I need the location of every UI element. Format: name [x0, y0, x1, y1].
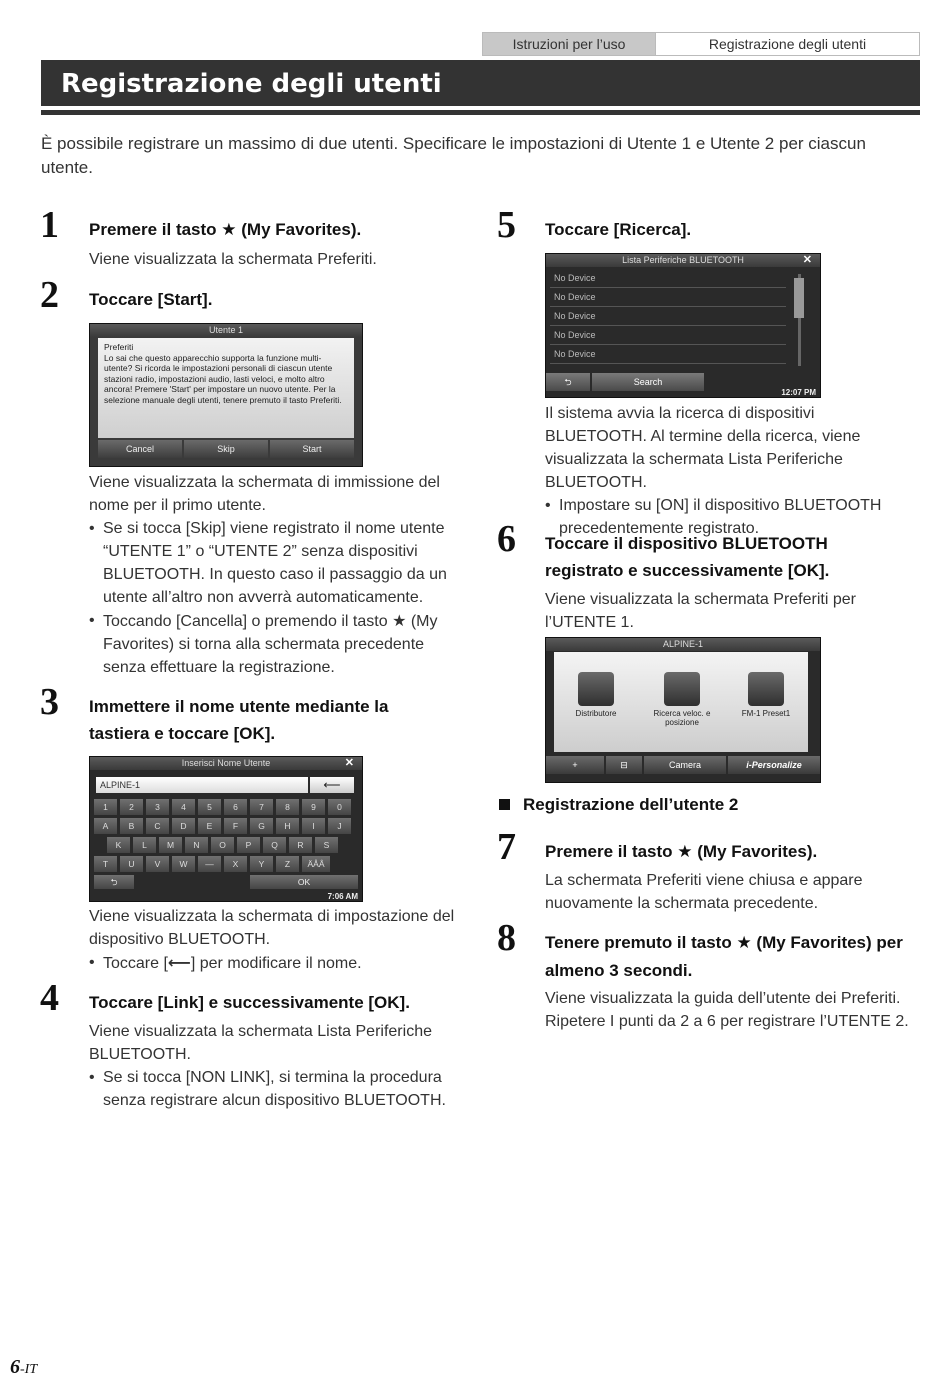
- keyboard-key[interactable]: X: [224, 856, 247, 872]
- brand-logo: i-Personalize: [728, 756, 820, 774]
- keyboard-key[interactable]: 1: [94, 799, 117, 815]
- keyboard-key[interactable]: ÄÅÂ: [302, 856, 330, 872]
- step-number: 5: [497, 204, 516, 246]
- step-title: Toccare il dispositivo BLUETOOTH registrato e successivamente [OK].: [545, 534, 830, 580]
- keyboard-key[interactable]: —: [198, 856, 221, 872]
- cancel-button[interactable]: Cancel: [98, 440, 182, 458]
- favorites-bottom-bar: [546, 756, 820, 774]
- keyboard-row: [107, 837, 338, 853]
- clock: 7:06 AM: [327, 892, 358, 901]
- step-number: 4: [40, 977, 59, 1019]
- keyboard-key[interactable]: 4: [172, 799, 195, 815]
- star-icon: ★: [736, 933, 752, 953]
- back-icon[interactable]: ⮌: [94, 875, 134, 889]
- page-title: Registrazione degli utenti: [61, 69, 442, 99]
- step-number: 6: [497, 518, 516, 560]
- step-text: La schermata Preferiti viene chiusa e appare nuovamente la schermata precedente.: [545, 872, 863, 912]
- keyboard-key[interactable]: L: [133, 837, 156, 853]
- keyboard-key[interactable]: E: [198, 818, 221, 834]
- keyboard-key[interactable]: Z: [276, 856, 299, 872]
- step-number: 2: [40, 274, 59, 316]
- back-icon[interactable]: ⮌: [546, 373, 590, 391]
- square-bullet-icon: [499, 799, 510, 810]
- keyboard-title: Inserisci Nome Utente ✕: [90, 757, 362, 770]
- keyboard-key[interactable]: N: [185, 837, 208, 853]
- step-title: Immettere il nome utente mediante la tastiera e toccare [OK].: [89, 697, 389, 743]
- keyboard-key[interactable]: W: [172, 856, 195, 872]
- step-number: 7: [497, 826, 516, 868]
- welcome-dialog-screen: [89, 323, 363, 467]
- keyboard-key[interactable]: M: [159, 837, 182, 853]
- keyboard-key[interactable]: 7: [250, 799, 273, 815]
- step-text: Viene visualizzata la guida dell’utente dei Preferiti. Ripetere I punti da 2 a 6 per registrare l’UTENTE 2.: [545, 990, 909, 1030]
- add-icon[interactable]: +: [546, 756, 604, 774]
- device-row[interactable]: No Device: [550, 326, 786, 345]
- bluetooth-list-screen: [545, 253, 821, 398]
- keyboard-key[interactable]: U: [120, 856, 143, 872]
- radio-preset-icon: [748, 672, 784, 706]
- keyboard-key[interactable]: I: [302, 818, 325, 834]
- keyboard-key[interactable]: C: [146, 818, 169, 834]
- keyboard-key[interactable]: F: [224, 818, 247, 834]
- navigation-search-icon: [664, 672, 700, 706]
- keyboard-key[interactable]: T: [94, 856, 117, 872]
- device-row[interactable]: No Device: [550, 288, 786, 307]
- step-title: Premere il tasto ★ (My Favorites).: [545, 842, 818, 862]
- tab-manual: Istruzioni per l’uso: [483, 33, 655, 55]
- keyboard-key[interactable]: R: [289, 837, 312, 853]
- keyboard-key[interactable]: 2: [120, 799, 143, 815]
- camera-button[interactable]: Camera: [644, 756, 726, 774]
- scrollbar[interactable]: [786, 270, 814, 370]
- keyboard-key[interactable]: B: [120, 818, 143, 834]
- section-heading: Registrazione dell’utente 2: [499, 793, 738, 817]
- step-text: Viene visualizzata la schermata Preferiti.: [89, 251, 377, 268]
- dialog-heading: Preferiti: [104, 342, 134, 352]
- device-row[interactable]: No Device: [550, 269, 786, 288]
- keyboard-bottom-bar: [94, 875, 358, 889]
- dialog-body: [98, 338, 354, 438]
- search-button[interactable]: Search: [592, 373, 704, 391]
- clock: 12:07 PM: [781, 388, 816, 397]
- step-text: Viene visualizzata la schermata di immissione del nome per il primo utente.: [89, 474, 440, 514]
- dialog-buttons: [98, 440, 354, 458]
- tab-section: Registrazione degli utenti: [655, 33, 919, 55]
- step-text: Il sistema avvia la ricerca di dispositivi BLUETOOTH. Al termine della ricerca, viene visualizzata la schermata Lista Periferiche BLUETOOTH.: [545, 405, 861, 491]
- step-title: Toccare [Ricerca].: [545, 220, 692, 239]
- keyboard-key[interactable]: H: [276, 818, 299, 834]
- step-details: [545, 402, 915, 540]
- step-text: Viene visualizzata la schermata Lista Periferiche BLUETOOTH.: [89, 1023, 432, 1063]
- keyboard-key[interactable]: V: [146, 856, 169, 872]
- step-number: 1: [40, 204, 59, 246]
- step-details: [89, 471, 464, 679]
- keyboard-row: [94, 818, 351, 834]
- header-tabs: [482, 32, 920, 56]
- step-details: [89, 1020, 459, 1112]
- keyboard-key[interactable]: Y: [250, 856, 273, 872]
- step-details: [89, 905, 464, 975]
- step-number: 3: [40, 681, 59, 723]
- bullet-item: • Toccare [⟵] per modificare il nome.: [89, 951, 464, 975]
- backspace-arrow-icon: ⟵: [167, 953, 191, 972]
- keyboard-key[interactable]: 9: [302, 799, 325, 815]
- favorites-title: ALPINE-1: [546, 638, 820, 651]
- edit-icon[interactable]: ⊟: [606, 756, 642, 774]
- title-bar: [41, 60, 920, 110]
- star-icon: ★: [392, 611, 407, 630]
- intro-text: È possibile registrare un massimo di due utenti. Specificare le impostazioni di Utente 1 e Utente 2 per ciascun utente.: [41, 134, 866, 177]
- dialog-message: Lo sai che questo apparecchio supporta la funzione multi-utente? Si ricorda le impostazioni personali di ciascun utente stazioni radio, impostazioni audio, lasti veloci, e molto altro ancora! Premere 'Start' per impostare un nuovo utente. Per la selezione manuale degli utenti, tenere premuto il tasto Preferiti.: [104, 352, 342, 405]
- keyboard-key[interactable]: J: [328, 818, 351, 834]
- backspace-icon[interactable]: ⟵: [310, 777, 354, 793]
- page-number: 6-IT: [10, 1356, 38, 1378]
- favorite-item[interactable]: Distributore: [560, 672, 632, 718]
- keyboard-key[interactable]: 5: [198, 799, 221, 815]
- device-row[interactable]: No Device: [550, 307, 786, 326]
- keyboard-key[interactable]: 6: [224, 799, 247, 815]
- bullet-item: • Se si tocca [Skip] viene registrato il nome utente “UTENTE 1” o “UTENTE 2” senza dispositivi BLUETOOTH. In questo caso il passaggio da un utente all’altro non avverrà automaticamente.: [89, 517, 464, 609]
- start-button[interactable]: Start: [270, 440, 354, 458]
- keyboard-key[interactable]: S: [315, 837, 338, 853]
- keyboard-key[interactable]: O: [211, 837, 234, 853]
- keyboard-screen: [89, 756, 363, 902]
- step-title: Toccare [Start].: [89, 290, 213, 309]
- star-icon: ★: [221, 220, 237, 240]
- step-title: Tenere premuto il tasto ★ (My Favorites) per almeno 3 secondi.: [545, 933, 903, 980]
- keyboard-key[interactable]: D: [172, 818, 195, 834]
- step-text: Viene visualizzata la schermata di impostazione del dispositivo BLUETOOTH.: [89, 908, 455, 948]
- keyboard-key[interactable]: 3: [146, 799, 169, 815]
- btlist-title: Lista Periferiche BLUETOOTH ✕: [546, 254, 820, 267]
- keyboard-key[interactable]: G: [250, 818, 273, 834]
- skip-button[interactable]: Skip: [184, 440, 268, 458]
- btlist-bottom-bar: [546, 373, 820, 391]
- device-row[interactable]: No Device: [550, 345, 786, 364]
- step-text: Viene visualizzata la schermata Preferiti per l’UTENTE 1.: [545, 591, 856, 631]
- close-icon[interactable]: ✕: [802, 254, 812, 266]
- keyboard-row: [94, 799, 351, 815]
- keyboard-key[interactable]: 0: [328, 799, 351, 815]
- ok-button[interactable]: OK: [250, 875, 358, 889]
- bullet-item: • Se si tocca [NON LINK], si termina la procedura senza registrare alcun dispositivo BLUETOOTH.: [89, 1066, 459, 1112]
- bullet-item: • Toccando [Cancella] o premendo il tasto ★ (My Favorites) si torna alla schermata precedente senza effettuare la registrazione.: [89, 609, 464, 679]
- keyboard-key[interactable]: P: [237, 837, 260, 853]
- fuel-station-icon: [578, 672, 614, 706]
- step-title: Toccare [Link] e successivamente [OK].: [89, 993, 410, 1012]
- close-icon[interactable]: ✕: [344, 757, 354, 769]
- favorite-item[interactable]: FM-1 Preset1: [730, 672, 802, 718]
- favorites-screen: [545, 637, 821, 783]
- star-icon: ★: [677, 842, 693, 862]
- dialog-title: Utente 1: [90, 324, 362, 337]
- keyboard-key[interactable]: 8: [276, 799, 299, 815]
- step-number: 8: [497, 917, 516, 959]
- keyboard-row: [94, 856, 330, 872]
- favorite-item[interactable]: Ricerca veloc. e posizione: [646, 672, 718, 727]
- favorites-panel: [554, 652, 808, 752]
- name-input[interactable]: ALPINE-1: [96, 777, 308, 793]
- keyboard-key[interactable]: A: [94, 818, 117, 834]
- keyboard-key[interactable]: Q: [263, 837, 286, 853]
- step-title: Premere il tasto ★ (My Favorites).: [89, 220, 362, 240]
- keyboard-key[interactable]: K: [107, 837, 130, 853]
- bullet-item: • Impostare su [ON] il dispositivo BLUETOOTH precedentemente registrato.: [545, 494, 915, 540]
